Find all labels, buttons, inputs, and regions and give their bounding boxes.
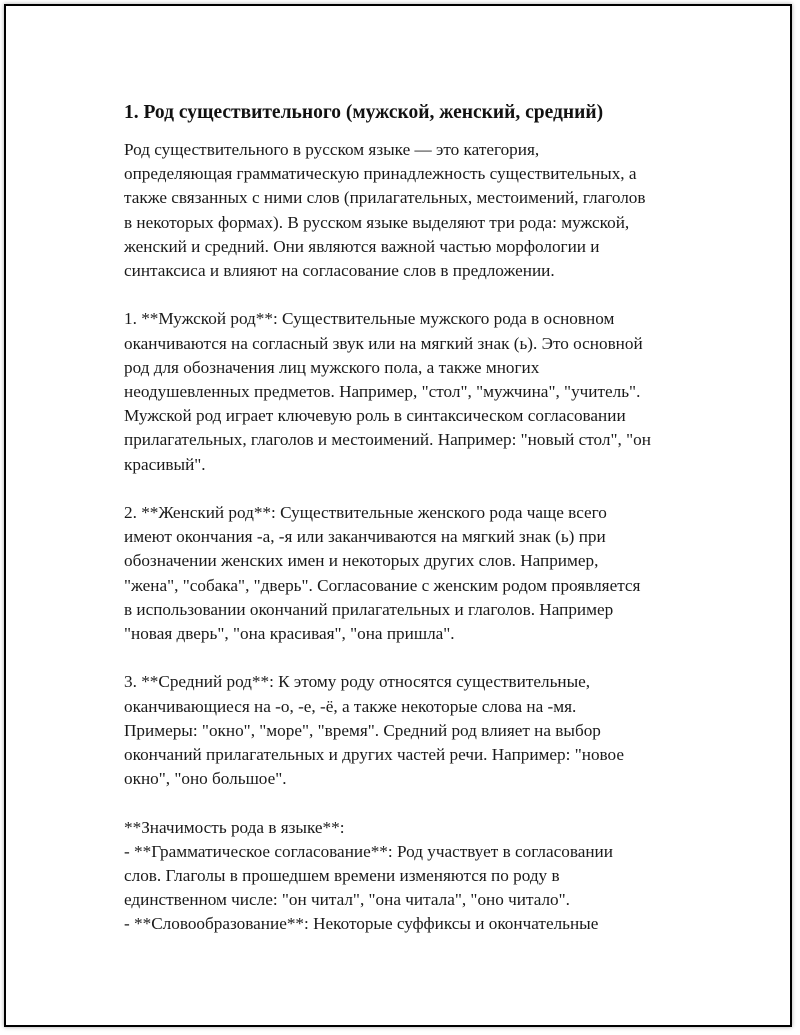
text-line: **Значимость рода в языке**: [124,817,345,837]
text-line: имеют окончания -а, -я или заканчиваются на мягкий знак (ь) при [124,527,606,547]
text-line: Род существительного в русском языке — это категория, [124,140,540,159]
masculine-paragraph [124,307,714,476]
text-line: синтаксиса и влияют на согласование слов в предложении. [124,261,555,281]
text-line: оканчиваются на согласный звук или на мягкий знак (ь). Это основной [124,333,643,353]
text-line: красивый". [124,454,206,474]
text-line: "жена", "собака", "дверь". Согласование с женским родом проявляется [124,575,641,595]
text-line: 2. **Женский род**: Существительные женского рода чаще всего [124,503,607,523]
text-line: окно", "оно большое". [124,769,287,789]
neuter-paragraph [124,670,714,791]
intro-paragraph [124,138,714,283]
text-line: женский и средний. Они являются важной частью морфологии и [124,236,600,256]
text-line: единственном числе: "он читал", "она читала", "оно читало". [124,890,570,910]
significance-section [124,816,714,937]
text-line: в некоторых формах). В русском языке выделяют три рода: мужской, [124,212,630,232]
page-frame [4,4,792,1027]
text-line: Примеры: "окно", "море", "время". Средний род влияет на выбор [124,720,601,740]
document-body [124,100,714,937]
text-line: 1. **Мужской род**: Существительные мужского рода в основном [124,309,615,329]
text-line: окончаний прилагательных и других частей речи. Например: "новое [124,745,624,765]
document-title: 1. Род существительного (мужской, женский, средний) [124,102,604,123]
text-line: Мужской род играет ключевую роль в синтаксическом согласовании [124,406,626,426]
text-line: также связанных с ними слов (прилагательных, местоимений, глаголов [124,188,646,208]
text-line: обозначении женских имен и некоторых других слов. Например, [124,551,599,571]
text-line: прилагательных, глаголов и местоимений. Например: "новый стол", "он [124,430,651,450]
feminine-paragraph [124,501,714,646]
text-line: оканчивающиеся на -о, -е, -ё, а также некоторые слова на -мя. [124,696,577,716]
text-line: род для обозначения лиц мужского пола, а также многих [124,357,540,377]
text-line: "новая дверь", "она красивая", "она пришла". [124,624,455,644]
text-line: слов. Глаголы в прошедшем времени изменяются по роду в [124,866,560,886]
text-line: в использовании окончаний прилагательных и глаголов. Например [124,599,614,619]
text-line: определяющая грамматическую принадлежность существительных, а [124,164,637,184]
text-line: 3. **Средний род**: К этому роду относятся существительные, [124,672,591,692]
text-line: - **Словообразование**: Некоторые суффиксы и окончательные [124,914,599,934]
text-line: неодушевленных предметов. Например, "стол", "мужчина", "учитель". [124,382,641,402]
text-line: - **Грамматическое согласование**: Род участвует в согласовании [124,841,613,861]
